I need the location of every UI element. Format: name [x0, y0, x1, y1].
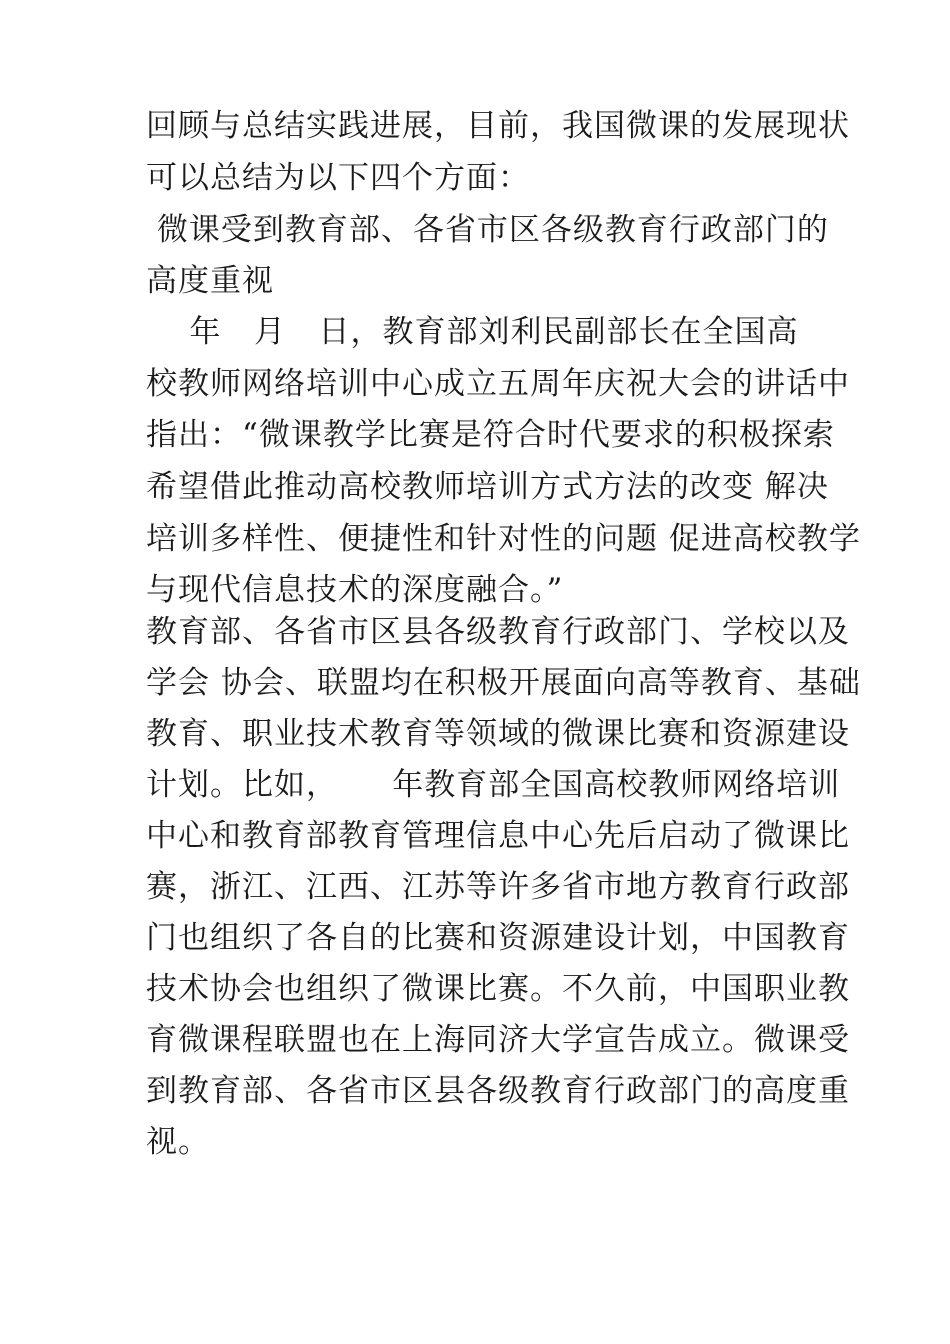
text-line: 高度重视 — [146, 263, 274, 299]
text-line: 赛，浙江、江西、江苏等许多省市地方教育行政部 — [146, 869, 850, 905]
text-line: 学会 协会、联盟均在积极开展面向高等教育、基础 — [146, 665, 861, 701]
text-line: 微课受到教育部、各省市区各级教育行政部门的 — [146, 212, 829, 248]
text-line: 中心和教育部教育管理信息中心先后启动了微课比 — [146, 818, 850, 854]
text-line: 指出：“微课教学比赛是符合时代要求的积极探索 — [146, 417, 835, 453]
text-line: 教育部、各省市区县各级教育行政部门、学校以及 — [146, 614, 850, 650]
text-line: 回顾与总结实践进展，目前，我国微课的发展现状 — [146, 108, 850, 144]
text-line: 培训多样性、便捷性和针对性的问题 促进高校教学 — [146, 521, 861, 557]
text-line: 门也组织了各自的比赛和资源建设计划，中国教育 — [146, 920, 850, 956]
text-line: 可以总结为以下四个方面： — [146, 160, 530, 196]
text-line: 教育、职业技术教育等领域的微课比赛和资源建设 — [146, 716, 850, 752]
text-line: 年 月 日，教育部刘利民副部长在全国高 — [146, 314, 799, 350]
text-line: 与现代信息技术的深度融合。” — [146, 572, 564, 608]
text-line: 到教育部、各省市区县各级教育行政部门的高度重 — [146, 1073, 850, 1109]
text-line: 校教师网络培训中心成立五周年庆祝大会的讲话中 — [146, 366, 850, 402]
text-line: 视。 — [146, 1124, 210, 1160]
text-line: 育微课程联盟也在上海同济大学宣告成立。微课受 — [146, 1022, 850, 1058]
text-line: 计划。比如， 年教育部全国高校教师网络培训 — [146, 767, 841, 803]
text-line: 技术协会也组织了微课比赛。不久前，中国职业教 — [146, 971, 850, 1007]
text-line: 希望借此推动高校教师培训方式方法的改变 解决 — [146, 469, 829, 505]
